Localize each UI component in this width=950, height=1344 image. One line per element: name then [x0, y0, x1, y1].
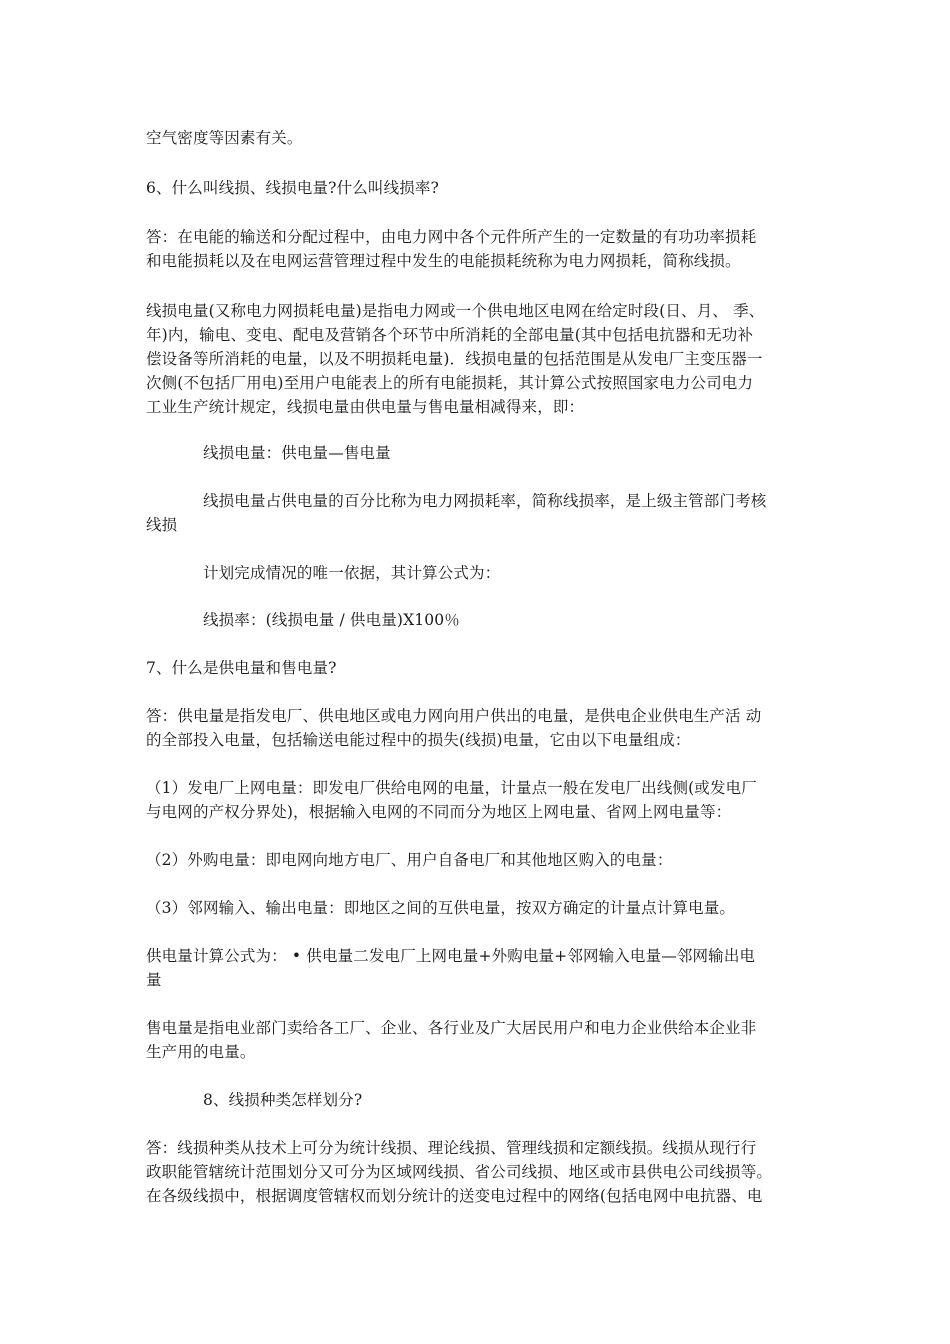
text-line: 在各级线损中，根据调度管辖权而划分统计的送变电过程中的网络(包括电网中电抗器、电 [146, 1187, 763, 1205]
text-line: （2）外购电量：即电网向地方电厂、用户自备电厂和其他地区购入的电量： [146, 851, 673, 869]
question-8-heading: 8、线损种类怎样划分? [203, 1091, 363, 1109]
formula-line: 线损率：(线损电量 / 供电量)X100％ [203, 611, 460, 629]
text-line: 的全部投入电量，包括输送电能过程中的损失(线损)电量，它由以下电量组成： [146, 731, 691, 749]
text-line: 年)内，输电、变电、配电及营销各个环节中所消耗的全部电量(其中包括电抗器和无功补 [146, 326, 754, 344]
text-line: （3）邻网输入、输出电量：即地区之间的互供电量，按双方确定的计量点计算电量。 [146, 899, 736, 917]
text-line: 次侧(不包括厂用电)至用户电能表上的所有电能损耗，其计算公式按照国家电力公司电力 [146, 374, 754, 392]
text-line: 答：在电能的输送和分配过程中，由电力网中各个元件所产生的一定数量的有功功率损耗 [146, 228, 757, 246]
text-line: 线损 [146, 516, 178, 534]
text-line: 答：供电量是指发电厂、供电地区或电力网向用户供出的电量，是供电企业供电生产活 动 [146, 707, 762, 725]
text-line: 偿设备等所消耗的电量，以及不明损耗电量)．线损电量的包括范围是从发电厂主变压器一 [146, 350, 763, 368]
text-line: 生产用的电量。 [146, 1043, 256, 1061]
text-line: 线损电量占供电量的百分比称为电力网损耗率，简称线损率，是上级主管部门考核 [203, 492, 767, 510]
text-line: 工业生产统计规定，线损电量由供电量与售电量相减得来，即： [146, 398, 585, 416]
text-line: 与电网的产权分界处)，根据输入电网的不同而分为地区上网电量、省网上网电量等： [146, 803, 732, 821]
text-line: 计划完成情况的唯一依据，其计算公式为： [203, 564, 501, 582]
question-7-heading: 7、什么是供电量和售电量? [146, 659, 337, 677]
text-line: 线损电量(又称电力网损耗电量)是指电力网或一个供电地区电网在给定时段(日、月、 季、 [146, 302, 765, 320]
text-line: 答：线损种类从技术上可分为统计线损、理论线损、管理线损和定额线损。线损从现行行 [146, 1139, 757, 1157]
text-line: （1）发电厂上网电量：即发电厂供给电网的电量，计量点一般在发电厂出线侧(或发电厂 [146, 779, 757, 797]
formula-line: 线损电量：供电量—售电量 [203, 444, 391, 462]
question-6-heading: 6、什么叫线损、线损电量?什么叫线损率? [146, 179, 439, 197]
text-line: 售电量是指电业部门卖给各工厂、企业、各行业及广大居民用户和电力企业供给本企业非 [146, 1019, 757, 1037]
text-line: 政职能管辖统计范围划分又可分为区域网线损、省公司线损、地区或市县供电公司线损等。 [146, 1163, 773, 1181]
formula-line: 供电量计算公式为： • 供电量二发电厂上网电量+外购电量+邻网输入电量—邻网输出电 [146, 947, 756, 965]
text-line: 和电能损耗以及在电网运营管理过程中发生的电能损耗统称为电力网损耗，简称线损。 [146, 252, 741, 270]
text-line: 量 [146, 971, 162, 989]
text-line: 空气密度等因素有关。 [146, 129, 303, 147]
